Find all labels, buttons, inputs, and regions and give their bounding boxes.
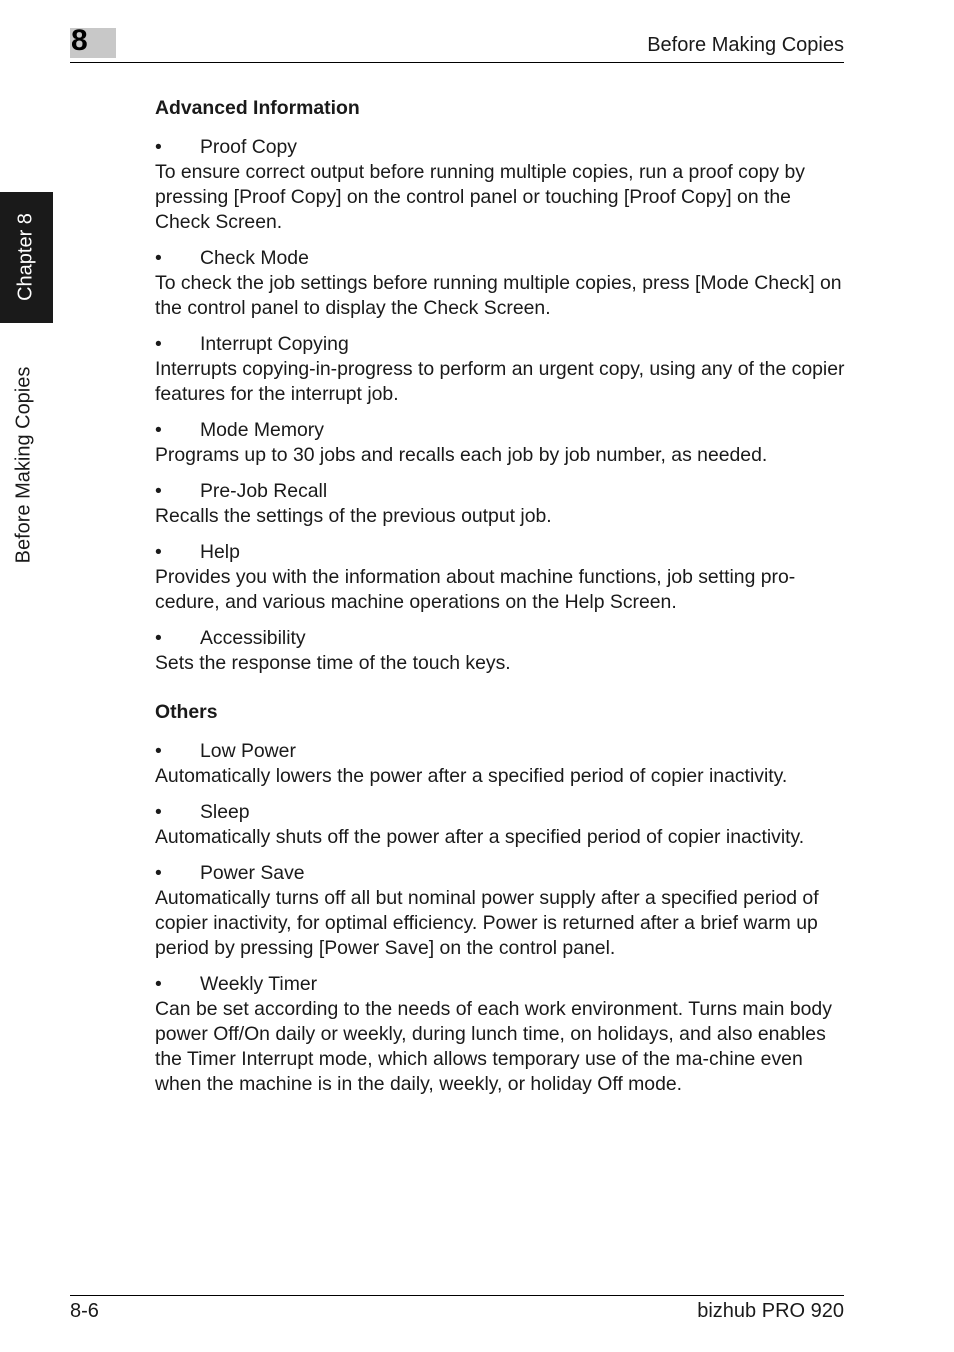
bullet-icon: • [155, 862, 162, 884]
bullet-icon: • [155, 333, 162, 355]
item-description: Can be set according to the needs of each work environment. Turns main body power Off/On daily or weekly, during lunch time, on holidays, and also enables the Timer Interrupt mode, which allows temporary use of the ma-chine even when the machine is in the daily, weekly, or holiday Off mode. [155, 998, 832, 1095]
list-item [155, 540, 845, 615]
bullet-icon: • [155, 740, 162, 762]
side-section-label: Before Making Copies [12, 366, 35, 564]
list-item [155, 479, 845, 529]
list-item [155, 332, 845, 407]
bullet-icon: • [155, 247, 162, 269]
advanced-list [155, 135, 845, 676]
bullet-icon: • [155, 973, 162, 995]
item-label: Power Save [200, 862, 305, 884]
item-label: Accessibility [200, 627, 306, 649]
item-description: To check the job settings before running multiple copies, press [Mode Check] on the control panel to display the Check Screen. [155, 272, 842, 319]
bullet-icon: • [155, 419, 162, 441]
item-label: Weekly Timer [200, 973, 318, 995]
item-description: To ensure correct output before running multiple copies, run a proof copy by pressing [Proof Copy] on the control panel or touching [Proof Copy] on the Check Screen. [155, 161, 805, 233]
item-description: Provides you with the information about machine functions, job setting pro-cedure, and various machine operations on the Help Screen. [155, 566, 796, 613]
list-item [155, 739, 845, 789]
item-label: Pre-Job Recall [200, 480, 328, 502]
chapter-side-tab-label: Chapter 8 [14, 213, 37, 301]
section-title-advanced: Advanced Information [155, 97, 360, 119]
item-description: Programs up to 30 jobs and recalls each job by job number, as needed. [155, 444, 768, 466]
product-name: bizhub PRO 920 [697, 1300, 844, 1322]
footer-divider [70, 1295, 844, 1296]
page-number: 8-6 [70, 1300, 99, 1322]
bullet-icon: • [155, 627, 162, 649]
item-label: Interrupt Copying [200, 333, 349, 355]
header-divider [70, 62, 844, 63]
page-content [155, 96, 845, 1108]
item-description: Automatically lowers the power after a specified period of copier inactivity. [155, 765, 788, 787]
item-label: Sleep [200, 801, 250, 823]
list-item [155, 626, 845, 676]
bullet-icon: • [155, 136, 162, 158]
bullet-icon: • [155, 480, 162, 502]
item-description: Interrupts copying-in-progress to perform an urgent copy, using any of the copier features for the interrupt job. [155, 358, 845, 405]
list-item [155, 418, 845, 468]
list-item [155, 972, 845, 1097]
chapter-number: 8 [71, 24, 88, 57]
bullet-icon: • [155, 801, 162, 823]
item-label: Proof Copy [200, 136, 298, 158]
item-description: Automatically turns off all but nominal power supply after a specified period of copier inactivity, for optimal efficiency. Power is returned after a brief warm up period by pressing [Power Save] on the control panel. [155, 887, 819, 959]
item-label: Help [200, 541, 240, 563]
bullet-icon: • [155, 541, 162, 563]
list-item [155, 800, 845, 850]
list-item [155, 246, 845, 321]
others-list [155, 739, 845, 1097]
item-label: Check Mode [200, 247, 309, 269]
section-title-others: Others [155, 701, 218, 723]
running-header-title: Before Making Copies [647, 34, 844, 56]
item-label: Mode Memory [200, 419, 324, 441]
item-label: Low Power [200, 740, 296, 762]
item-description: Recalls the settings of the previous output job. [155, 505, 552, 527]
item-description: Sets the response time of the touch keys. [155, 652, 511, 674]
item-description: Automatically shuts off the power after a specified period of copier inactivity. [155, 826, 805, 848]
list-item [155, 861, 845, 961]
list-item [155, 135, 845, 235]
